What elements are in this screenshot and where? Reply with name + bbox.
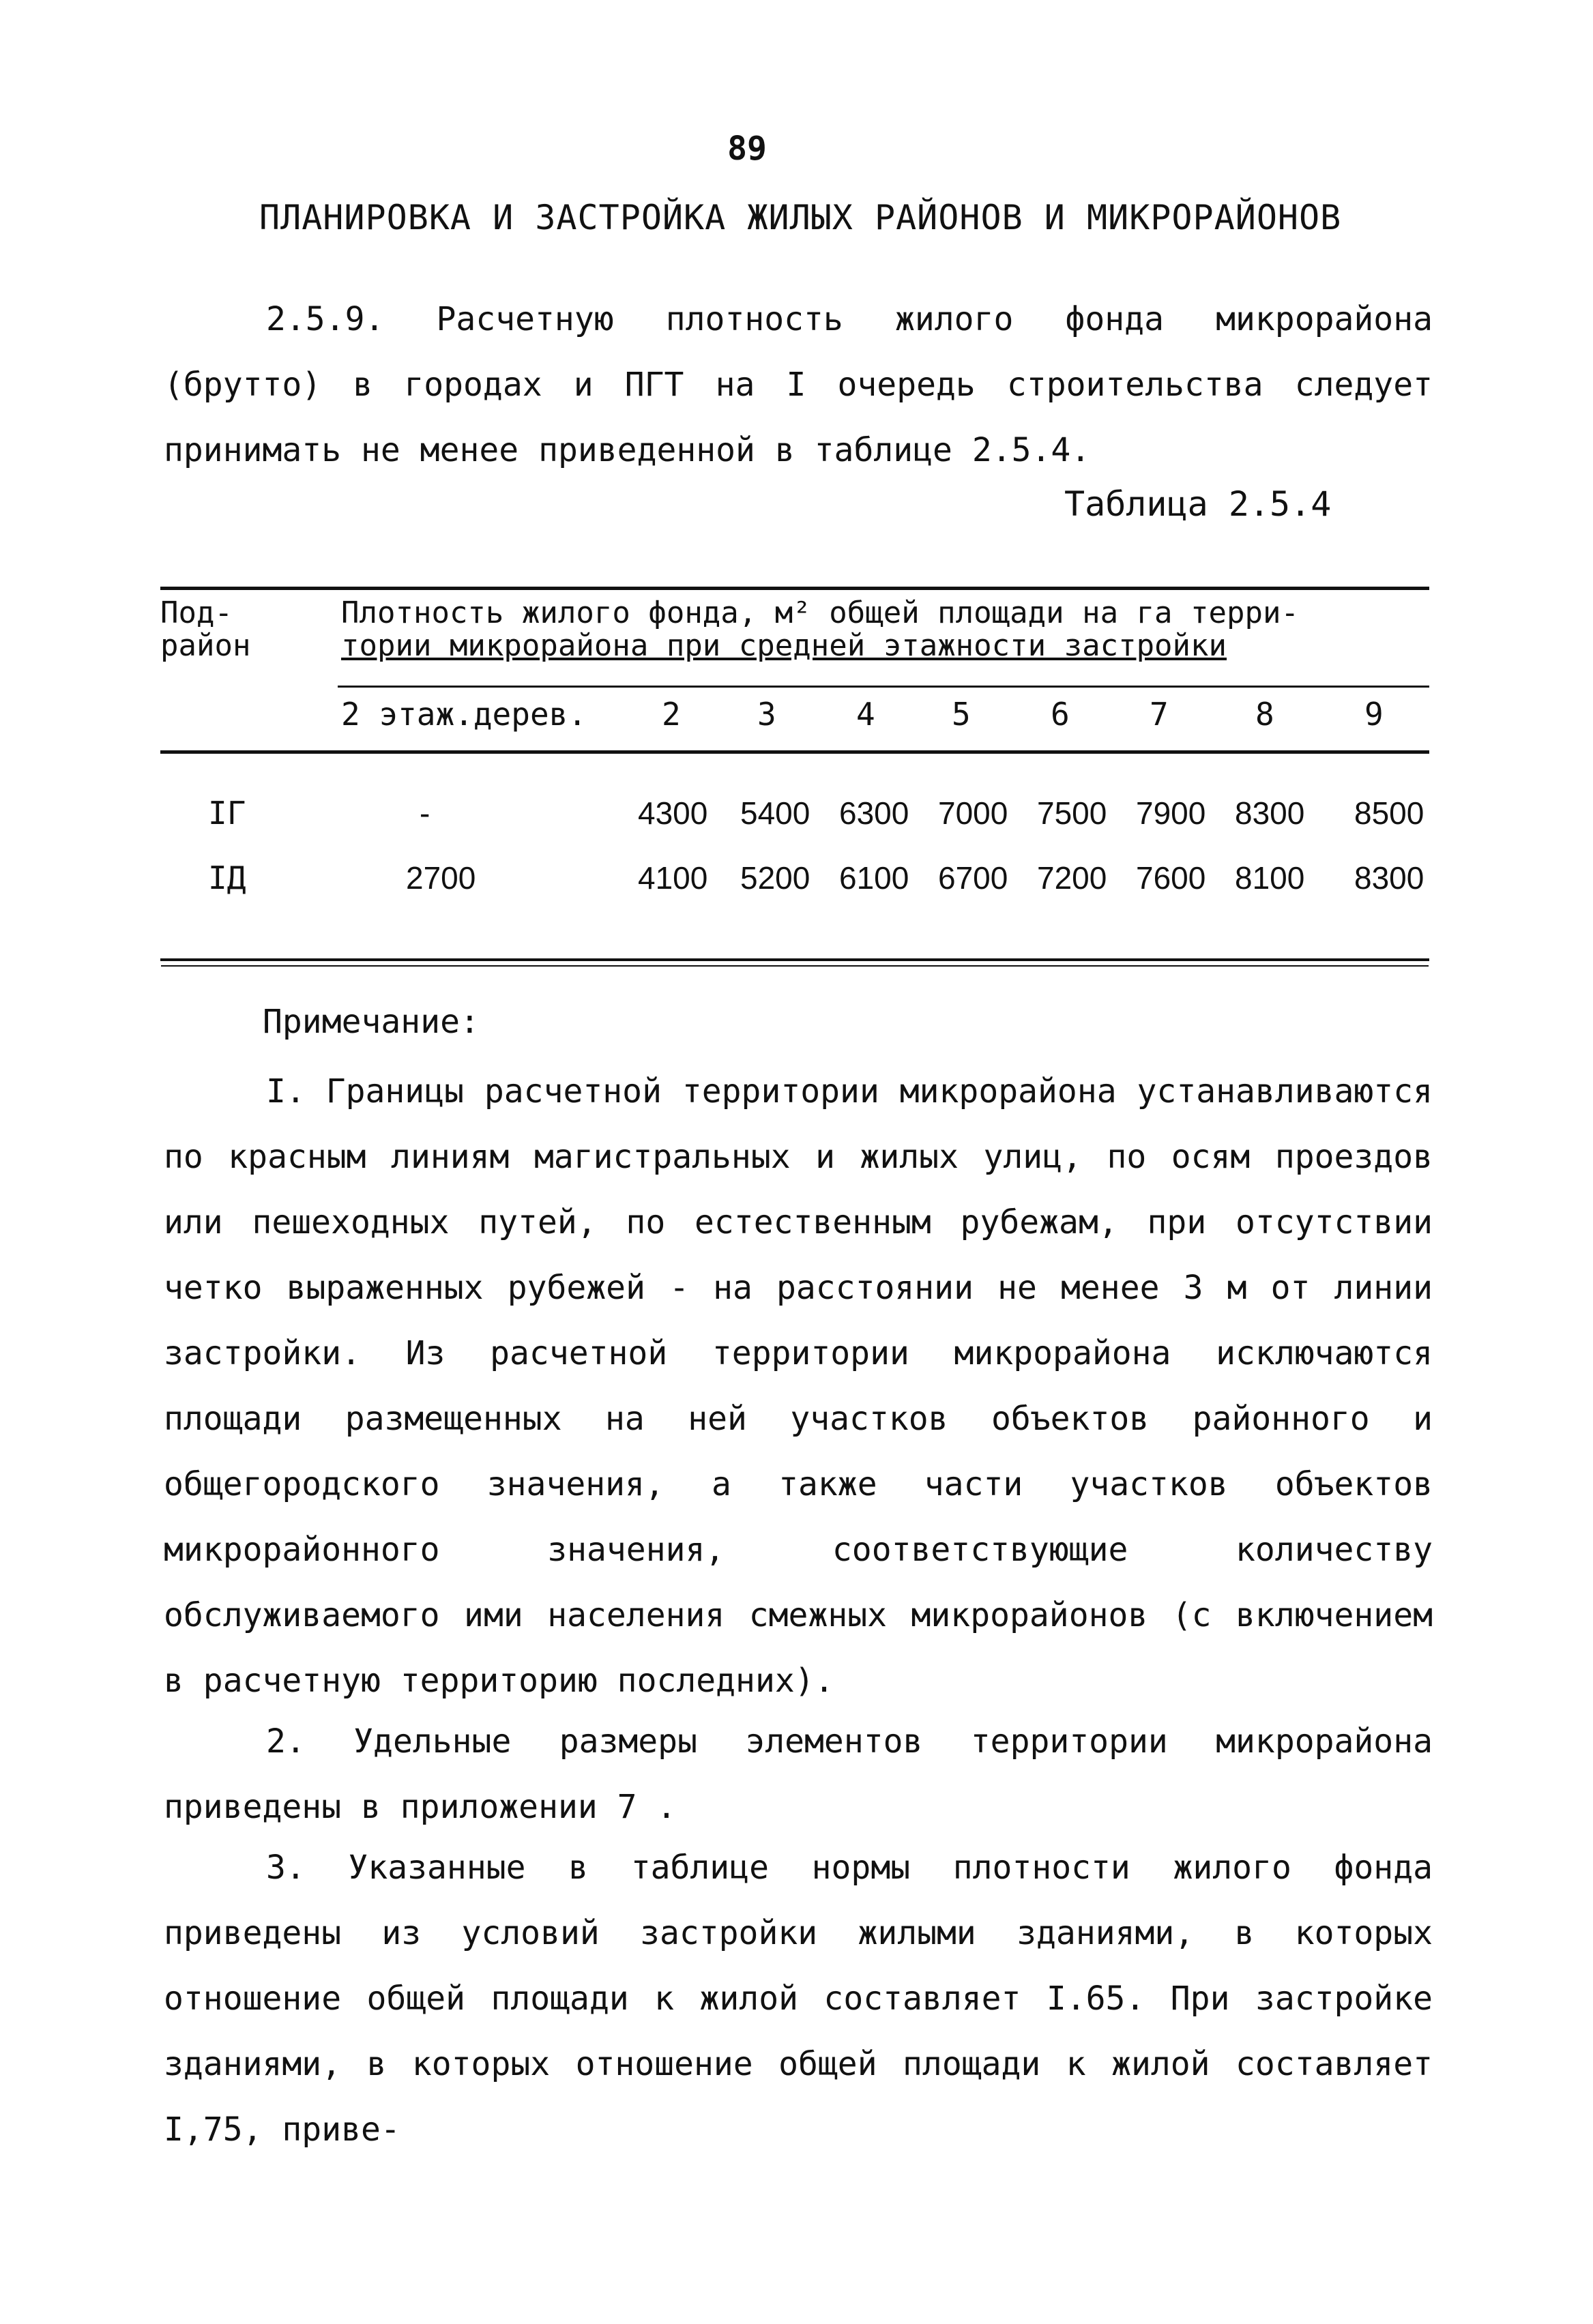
cell-value: 8300 <box>1235 795 1305 831</box>
table-top-rule <box>160 587 1429 590</box>
cell-value: 7500 <box>1037 795 1107 831</box>
table-header-density <box>341 597 1299 662</box>
column-header-8: 8 <box>1255 696 1274 733</box>
cell-value: 5200 <box>740 860 810 896</box>
table-column-headers <box>341 696 1433 744</box>
cell-value: 4100 <box>638 860 708 896</box>
cell-value: 8500 <box>1354 795 1424 831</box>
table-header-bottom-rule <box>160 750 1429 754</box>
cell-value: 7600 <box>1136 860 1206 896</box>
note-item-1 <box>164 1059 1433 1713</box>
column-header-2: 2 <box>662 696 681 733</box>
cell-value: 2700 <box>406 860 476 896</box>
table-row <box>160 859 1429 914</box>
header-density-line1: Плотность жилого фонда, м² общей площади на га терри- <box>341 595 1299 630</box>
table-row <box>160 795 1429 849</box>
column-header-6: 6 <box>1051 696 1070 733</box>
intro-paragraph <box>164 286 1433 483</box>
cell-subdistrict: IГ <box>208 795 246 832</box>
note-text: 3. Указанные в таблице нормы плотности жилого фонда приведены из условий застройки жилыми зданиями, в которых отношение общей площади к жилой составляет I.65. При застройке зданиями, в которых отношение общей площади к жилой составляет I,75, приве- <box>164 1849 1433 2149</box>
column-header-3: 3 <box>757 696 776 733</box>
column-header-7: 7 <box>1150 696 1169 733</box>
column-header-5: 5 <box>952 696 971 733</box>
cell-value: 4300 <box>638 795 708 831</box>
column-header-2-wood: 2 этаж.дерев. <box>341 696 587 733</box>
cell-value: 6300 <box>839 795 909 831</box>
column-header-4: 4 <box>856 696 875 733</box>
table-header-subdistrict <box>160 597 250 662</box>
note-text: I. Границы расчетной территории микрорайона устанавливаются по красным линиям магистральных и жилых улиц, по осям проездов или пешеходных путей, по естественным рубежам, при отсутствии четко выраженных рубежей - на расстоянии не менее 3 м от линии застройки. Из расчетной территории микрорайона исключаются площади размещенных на ней участков объектов районного и общегородского значения, а также части участков объектов микрорайонного значения, соответствующие количеству обслуживаемого ими населения смежных микрорайонов (с включением в расчетную территорию последних). <box>164 1072 1433 1700</box>
cell-value: 6100 <box>839 860 909 896</box>
cell-value: 7000 <box>938 795 1008 831</box>
table-header-mid-rule <box>338 686 1429 688</box>
header-subdistrict-line1: Под- <box>160 595 233 630</box>
cell-value: 5400 <box>740 795 810 831</box>
page-header-title: ПЛАНИРОВКА И ЗАСТРОЙКА ЖИЛЫХ РАЙОНОВ И МИКРОРАЙОНОВ <box>259 198 1342 237</box>
cell-value: 6700 <box>938 860 1008 896</box>
header-subdistrict-line2: район <box>160 628 251 663</box>
notes-title: Примечание: <box>263 1003 480 1041</box>
note-text: 2. Удельные размеры элементов территории микрорайона приведены в приложении 7 . <box>164 1722 1433 1826</box>
table-bottom-rule <box>160 958 1429 961</box>
page-number: 89 <box>727 130 767 168</box>
cell-value: 7900 <box>1136 795 1206 831</box>
cell-subdistrict: IД <box>208 859 246 896</box>
table-caption: Таблица 2.5.4 <box>1064 484 1332 524</box>
header-density-line2: тории микрорайона при средней этажности застройки <box>341 628 1227 663</box>
note-item-3 <box>164 1835 1433 2162</box>
cell-value: 8300 <box>1354 860 1424 896</box>
cell-value: 8100 <box>1235 860 1305 896</box>
intro-text: 2.5.9. Расчетную плотность жилого фонда микрорайона (брутто) в городах и ПГТ на I очередь строительства следует принимать не менее приведенной в таблице 2.5.4. <box>164 300 1433 469</box>
cell-value: 7200 <box>1037 860 1107 896</box>
cell-value: - <box>420 795 430 831</box>
note-item-2 <box>164 1709 1433 1840</box>
column-header-9: 9 <box>1364 696 1384 733</box>
